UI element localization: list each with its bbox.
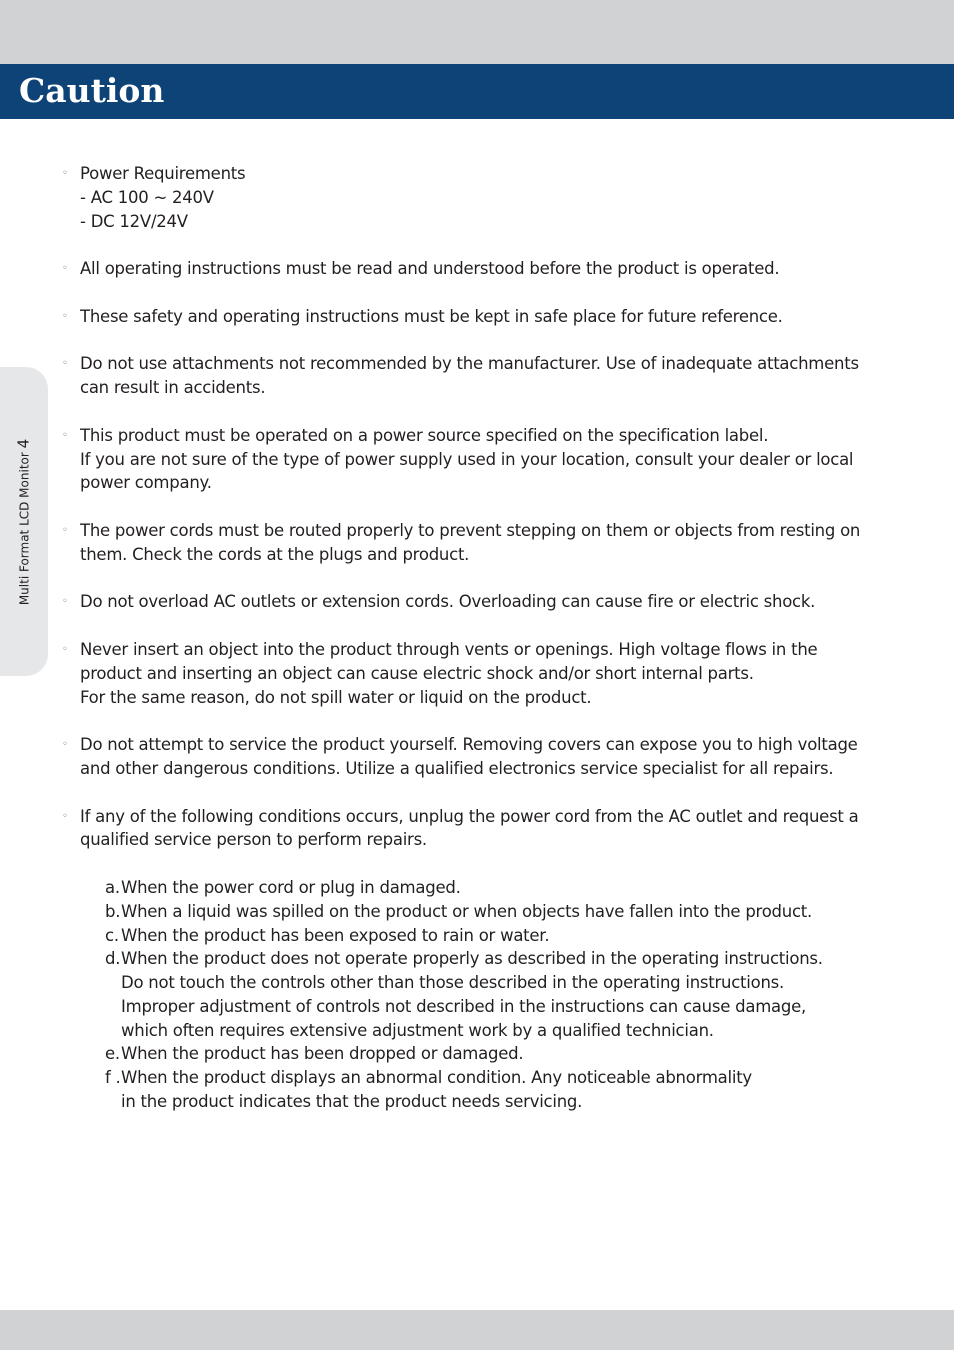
condition-text xyxy=(121,1042,523,1066)
condition-item xyxy=(105,900,892,924)
condition-line: which often requires extensive adjustment work by a qualified technician. xyxy=(121,1020,714,1040)
condition-line: When the product displays an abnormal condition. Any noticeable abnormality xyxy=(121,1068,752,1088)
condition-letter: e. xyxy=(105,1044,120,1064)
page-title: Caution xyxy=(19,71,165,110)
item-line: This product must be operated on a power source specified on the specification label. xyxy=(80,425,769,445)
bullet-icon: ◦ xyxy=(62,643,68,655)
item-line: If you are not sure of the type of power supply used in your location, consult your dealer or local xyxy=(80,449,854,469)
item-line: and other dangerous conditions. Utilize a qualified electronics service specialist for all repairs. xyxy=(80,758,834,778)
item-line: All operating instructions must be read and understood before the product is operated. xyxy=(80,259,780,279)
item-line: can result in accidents. xyxy=(80,378,266,398)
item-line: Do not overload AC outlets or extension cords. Overloading can cause fire or electric shock. xyxy=(80,592,816,612)
caution-item xyxy=(62,305,892,329)
condition-line: in the product indicates that the product needs servicing. xyxy=(121,1092,583,1112)
item-line: - DC 12V/24V xyxy=(80,211,188,231)
condition-text xyxy=(121,876,461,900)
bullet-icon: ◦ xyxy=(62,524,68,536)
item-line: If any of the following conditions occurs, unplug the power cord from the AC outlet and request a xyxy=(80,806,859,826)
caution-item xyxy=(62,805,892,1114)
condition-letter: f . xyxy=(105,1068,121,1088)
condition-item xyxy=(105,924,892,948)
condition-item xyxy=(105,1042,892,1066)
bullet-icon: ◦ xyxy=(62,429,68,441)
condition-text xyxy=(121,900,812,924)
item-line: These safety and operating instructions must be kept in safe place for future reference. xyxy=(80,306,783,326)
caution-item xyxy=(62,257,892,281)
caution-item xyxy=(62,519,892,567)
item-line: - AC 100 ~ 240V xyxy=(80,187,214,207)
bullet-icon: ◦ xyxy=(62,596,68,608)
condition-text xyxy=(121,924,549,948)
condition-item xyxy=(105,947,892,1042)
bullet-icon: ◦ xyxy=(62,739,68,751)
condition-letter: d. xyxy=(105,949,121,969)
condition-item xyxy=(105,1066,892,1114)
condition-line: Do not touch the controls other than those described in the operating instructions. xyxy=(121,973,785,993)
bottom-band xyxy=(0,1310,954,1350)
caution-item xyxy=(62,590,892,614)
bullet-icon: ◦ xyxy=(62,168,68,179)
condition-text xyxy=(121,947,823,1042)
page-number: 4 xyxy=(14,438,33,449)
condition-line: When the power cord or plug in damaged. xyxy=(121,877,461,897)
manual-title: Multi Format LCD Monitor xyxy=(17,452,32,606)
condition-letter: b. xyxy=(105,901,121,921)
item-line: them. Check the cords at the plugs and product. xyxy=(80,544,470,564)
bullet-icon: ◦ xyxy=(62,810,68,822)
caution-item xyxy=(62,162,892,233)
bullet-icon: ◦ xyxy=(62,310,68,322)
condition-letter: c. xyxy=(105,925,119,945)
item-line: For the same reason, do not spill water or liquid on the product. xyxy=(80,687,592,707)
top-band xyxy=(0,0,954,64)
caution-item xyxy=(62,733,892,781)
condition-line: When the product has been dropped or damaged. xyxy=(121,1044,524,1064)
caution-item xyxy=(62,352,892,400)
bullet-icon: ◦ xyxy=(62,263,68,275)
condition-line: When the product has been exposed to rain or water. xyxy=(121,925,550,945)
condition-line: Improper adjustment of controls not described in the instructions can cause damage, xyxy=(121,996,807,1016)
item-line: Power Requirements xyxy=(80,164,246,183)
caution-item xyxy=(62,638,892,709)
side-label xyxy=(14,438,33,606)
condition-line: When the product does not operate properly as described in the operating instructions. xyxy=(121,949,823,969)
item-line: The power cords must be routed properly to prevent stepping on them or objects from resting on xyxy=(80,520,861,540)
condition-letter: a. xyxy=(105,877,120,897)
item-line: Never insert an object into the product through vents or openings. High voltage flows in the xyxy=(80,639,818,659)
item-line: power company. xyxy=(80,473,212,493)
item-line: Do not attempt to service the product yourself. Removing covers can expose you to high voltage xyxy=(80,735,858,755)
item-line: Do not use attachments not recommended by the manufacturer. Use of inadequate attachments xyxy=(80,354,859,374)
caution-content xyxy=(62,162,892,1138)
conditions-list xyxy=(80,876,892,1114)
caution-item xyxy=(62,424,892,495)
item-line: product and inserting an object can cause electric shock and/or short internal parts. xyxy=(80,663,754,683)
bullet-icon: ◦ xyxy=(62,358,68,370)
condition-text xyxy=(121,1066,752,1114)
condition-line: When a liquid was spilled on the product or when objects have fallen into the product. xyxy=(121,901,813,921)
condition-item xyxy=(105,876,892,900)
item-line: qualified service person to perform repairs. xyxy=(80,830,427,850)
